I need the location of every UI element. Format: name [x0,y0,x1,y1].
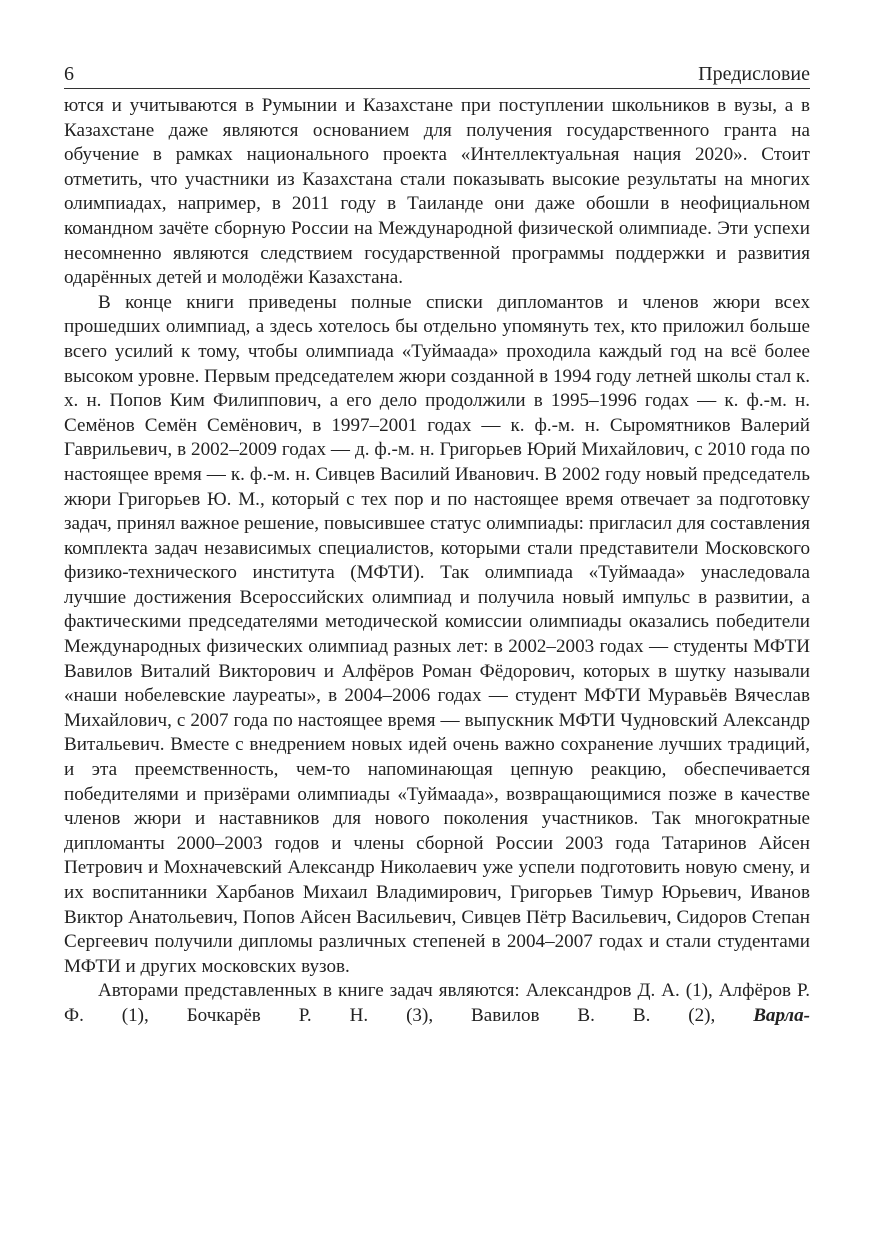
page-number: 6 [64,63,74,85]
paragraph-continued: ются и учитываются в Румынии и Казахстане при поступлении школьников в вузы, а в Казахстане даже являются основанием для получения государственного гранта на обучение в рамках национального проекта «Интеллектуальная нация 2020». Стоит отметить, что участники из Казахстана стали показывать высокие результаты на многих олимпиадах, например, в 2011 году в Таиланде они даже обошли в неофициальном командном зачёте сборную России на Международной физической олимпиаде. Эти успехи несомненно являются следствием государственной программы поддержки и развития одарённых детей и молодёжи Казахстана. [64,95,810,289]
page-body [64,94,810,1029]
paragraph-authors [64,979,810,1028]
emphasized-author-name: Варла- [753,1004,810,1026]
paragraph-jury-history: В конце книги приведены полные списки дипломантов и членов жюри всех прошедших олимпиад, а здесь хотелось бы отдельно упомянуть тех, кто приложил больше всего усилий к тому, чтобы олимпиада «Туймаада» проходила каждый год на всё более высоком уровне. Первым председателем жюри созданной в 1994 году летней школы стал к. х. н. Попов Ким Филиппович, а его дело продолжили в 1995–1996 годах — к. ф.-м. н. Семёнов Семён Семёнович, в 1997–2001 годах — к. ф.-м. н. Сыромятников Валерий Гаврильевич, в 2002–2009 годах — д. ф.-м. н. Григорьев Юрий Михайлович, с 2010 года по настоящее время — к. ф.-м. н. Сивцев Василий Иванович. В 2002 году новый председатель жюри Григорьев Ю. М., который с тех пор и по настоящее время отвечает за подготовку задач, принял важное решение, повысившее статус олимпиады: пригласил для составления комплекта задач независимых специалистов, которыми стали представители Московского физико-технического института (МФТИ). Так олимпиада «Туймаада» унаследовала лучшие достижения Всероссийских олимпиад и получила новый импульс в развитии, а фактическими председателями методической комиссии олимпиады оказались победители Международных физических олимпиад разных лет: в 2002–2003 годах — студенты МФТИ Вавилов Виталий Викторович и Алфёров Роман Фёдорович, которых в шутку называли «наши нобелевские лауреаты», в 2004–2006 годах — студент МФТИ Муравьёв Вячеслав Михайлович, с 2007 года по настоящее время — выпускник МФТИ Чудновский Александр Витальевич. Вместе с внедрением новых идей очень важно сохранение лучших традиций, и эта преемственность, чем-то напоминающая цепную реакцию, обеспечивается победителями и призёрами олимпиады «Туймаада», возвращающимися позже в качестве членов жюри и наставников для нового поколения участников. Так многократные дипломанты 2000–2003 годов и члены сборной России 2003 года Татаринов Айсен Петрович и Мохначевский Александр Николаевич уже успели подготовить новую смену, и их воспитанники Харбанов Михаил Владимирович, Григорьев Тимур Юрьевич, Иванов Виктор Анатольевич, Попов Айсен Васильевич, Сивцев Пётр Васильевич, Сидоров Степан Сергеевич получили дипломы различных степеней в 2004–2007 годах и стали студентами МФТИ и других московских вузов. [64,291,810,977]
page-header [64,62,810,89]
running-title: Предисловие [698,63,810,85]
paragraph-authors-text: Авторами представленных в книге задач являются: Александров Д. А. (1), Алфёров Р. Ф. (1), Бочкарёв Р. Н. (3), Вавилов В. В. (2), [64,980,810,1026]
